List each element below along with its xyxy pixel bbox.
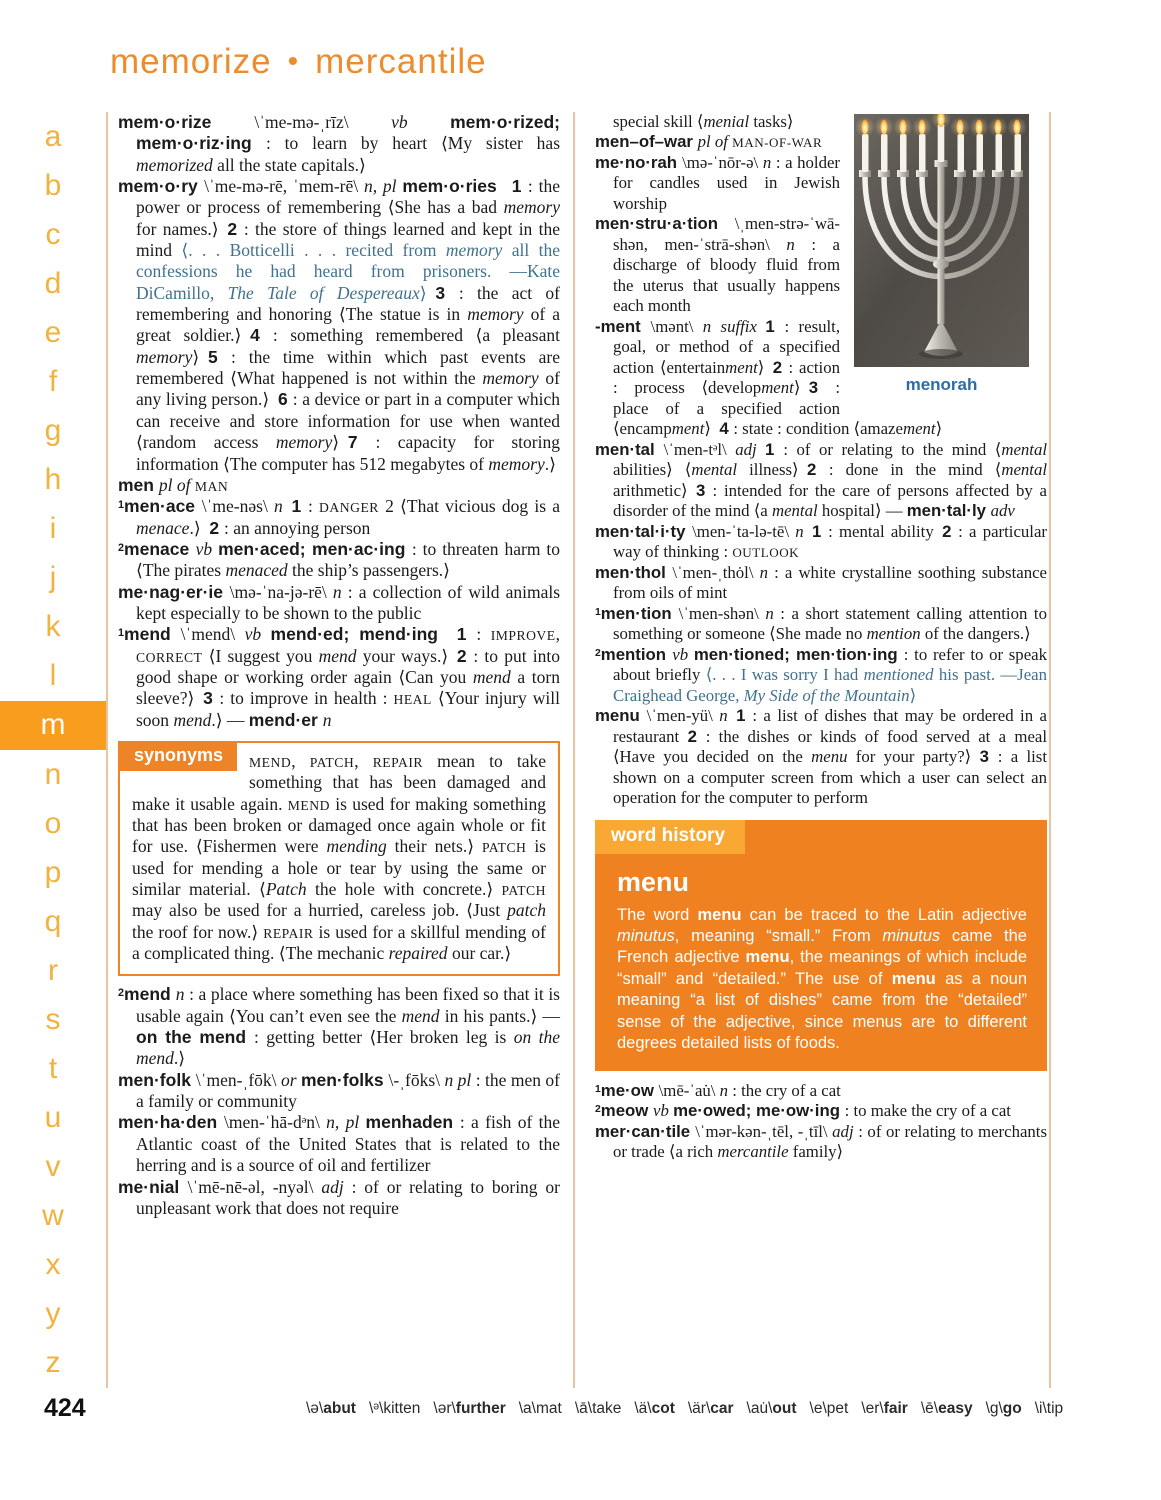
word-history-text: The word menu can be traced to the Latin adjective minutus, meaning “small.” From minutus came the French adjective menu, the meanings of which include “small” and “detailed.” The use of menu as a noun meaning “a list of dishes” came from the “detailed” sense of the adjective, since menus are to different degrees detailed lists of foods. (617, 905, 1028, 1053)
alphabet-tab-x: x (45, 1248, 61, 1282)
right-margin-rule (1049, 112, 1051, 1388)
dictionary-entry: $^1$men·tion \ˈmen-shən\ n : a short statement calling attention to something or someone ⟨She made no mention of the dangers.⟩ (595, 603, 1047, 644)
dictionary-entry: mer·can·tile \ˈmər-kən-ˌtēl, -ˌtīl\ adj : of or relating to merchants or trade ⟨a rich mercantile family⟩ (595, 1121, 1047, 1162)
pron-key-item: \er\fair (861, 1400, 908, 1417)
dictionary-entry: $^2$mend n : a place where something has been fixed so that it is usable again ⟨You can’t even see the mend in his pants.⟩ — on the mend : getting better ⟨Her broken leg is on the mend.⟩ (118, 984, 560, 1069)
alphabet-tab-d: d (44, 266, 62, 300)
right-column (595, 112, 1047, 1163)
dictionary-entry: special skill ⟨menial tasks⟩ (613, 112, 794, 131)
pron-key-item: \ər\further (433, 1400, 506, 1417)
page-number: 424 (44, 1394, 86, 1422)
word-history-label: word history (595, 820, 745, 853)
pron-key-item: \ᵊ\kitten (368, 1400, 421, 1417)
alphabet-tab-z: z (45, 1346, 61, 1380)
alphabet-tab-m: m (0, 701, 106, 750)
alphabet-tab-g: g (44, 414, 62, 447)
dictionary-entry: $^2$mention vb men·tioned; men·tion·ing : to refer to or speak about briefly ⟨. . . I was sorry I had mentioned his past. —Jean Craighead George, My Side of the Mountain⟩ (595, 644, 1048, 705)
figure-caption: menorah (905, 375, 978, 394)
left-column (118, 112, 560, 1219)
pronunciation-key (306, 1400, 1076, 1418)
alphabet-tab-e: e (44, 315, 62, 349)
menorah-image (854, 114, 1029, 367)
dictionary-entry: $^1$me·ow \mē-ˈau̇\ n : the cry of a cat (595, 1080, 841, 1100)
word-history-box (595, 820, 1047, 1070)
dictionary-entry: me·no·rah \mə-ˈnōr-ə\ n : a holder for candles used in Jewish worship (595, 152, 840, 213)
dictionary-entry: mem·o·ry \ˈme-mə-rē, ˈmem-rē\ n, pl mem·o·ries 1 : the power or process of remembering ⟨She has a bad memory for names.⟩ 2 : the store of things learned and kept in the mind ⟨. . . Botticelli . . . recited from memory all the confessions he had heard from prisoners. —Kate DiCamillo, The Tale of Despereaux⟩ 3 : the act of remembering and honoring ⟨The statue is in memory of a great soldier.⟩ 4 : something remembered ⟨a pleasant memory⟩ 5 : the time within which past events are remembered ⟨What happened is not within the memory of any living person.⟩ 6 : a device or part in a computer which can receive and store information for use when wanted ⟨random access memory⟩ 7 : capacity for storing information ⟨The computer has 512 megabytes of memory.⟩ (118, 176, 561, 474)
page-footer (0, 1394, 1161, 1434)
alphabet-tab-o: o (44, 806, 62, 840)
synonyms-box (118, 741, 560, 976)
dictionary-entry: menu \ˈmen-yü\ n 1 : a list of dishes that may be ordered in a restaurant 2 : the dishes or kinds of food served at a meal ⟨Have you decided on the menu for your party?⟩ 3 : a list shown on a computer screen from which a user can select an operation for the computer to perform (595, 706, 1048, 807)
dictionary-entry: men·thol \ˈmen-ˌthȯl\ n : a white crystalline soothing substance from oils of mint (595, 562, 1047, 603)
alphabet-tab-y: y (45, 1297, 61, 1331)
pron-key-item: \är\car (687, 1400, 734, 1417)
alphabet-tab-k: k (45, 610, 61, 644)
alphabet-tab-h: h (44, 463, 62, 497)
pron-key-item: \ə\abut (306, 1400, 356, 1417)
dictionary-entry: men·tal \ˈmen-tᵊl\ adj 1 : of or relating to the mind ⟨mental abilities⟩ ⟨mental illness⟩ 2 : done in the mind ⟨mental arithmetic⟩ 3 : intended for the care of persons affected by a disorder of the mind ⟨a mental hospital⟩ — men·tal·ly adv (595, 439, 1048, 521)
pron-key-item: \ē\easy (920, 1400, 973, 1417)
pron-key-item: \ä\cot (634, 1400, 675, 1417)
dictionary-entry: mem·o·rize \ˈme-mə-ˌrīz\ vb mem·o·rized; mem·o·riz·ing : to learn by heart ⟨My sister has memorized all the state capitals.⟩ (118, 112, 561, 175)
alphabet-tab-v: v (45, 1150, 61, 1184)
pron-key-item: \g\go (985, 1400, 1022, 1417)
synonyms-text: MEND, PATCH, REPAIR mean to take something that has been damaged and make it usable again. MEND is used for making something that has been broken or damaged once again whole or fit for use. ⟨Fishermen were mending their nets.⟩ PATCH is used for mending a hole or tear by using the same or similar material. ⟨Patch the hole with concrete.⟩ PATCH may also be used for a hurried, careless job. ⟨Just patch the roof for now.⟩ REPAIR is used for a skillful mending of a complicated thing. ⟨The mechanic repaired our car.⟩ (132, 750, 547, 964)
menorah-photo (854, 114, 1029, 396)
alphabet-tab-q: q (44, 904, 62, 938)
alphabet-tab-j: j (49, 561, 57, 595)
pron-key-item: \e\pet (809, 1400, 849, 1417)
alphabet-tab-l: l (49, 659, 57, 693)
alphabet-tab-n: n (44, 757, 62, 791)
alphabet-tab-p: p (44, 855, 62, 889)
dictionary-entry: me·nial \ˈmē-nē-əl, -nyəl\ adj : of or relating to boring or unpleasant work that does not require (118, 1176, 560, 1218)
dictionary-entry: -ment \mənt\ n suffix 1 : result, goal, or method of a specified action ⟨entertainment⟩ 2 : action : process ⟨development⟩ 3 : place of a specified action ⟨encampment⟩ 4 : state : condition ⟨amazement⟩ (595, 316, 943, 439)
pron-key-item: \a\mat (518, 1400, 562, 1417)
dictionary-entry: men·ha·den \men-ˈhā-dᵊn\ n, pl menhaden : a fish of the Atlantic coast of the United States that is related to the herring and is a source of oil and fertilizer (118, 1112, 560, 1176)
dictionary-entry: men–of–war pl of MAN-OF-WAR (595, 132, 823, 152)
alphabet-tab-f: f (48, 364, 58, 398)
alphabet-tab-t: t (48, 1052, 58, 1086)
dictionary-entry: men·tal·i·ty \men-ˈta-lə-tē\ n 1 : mental ability 2 : a particular way of thinking : OUTLOOK (595, 521, 1047, 562)
dictionary-entry: $^1$men·ace \ˈme-nəs\ n 1 : DANGER 2 ⟨That vicious dog is a menace.⟩ 2 : an annoying person (118, 496, 560, 538)
running-head-first-word: memorize (110, 42, 272, 81)
pron-key-item: \ā\take (574, 1400, 622, 1417)
dictionary-entry: me·nag·er·ie \mə-ˈna-jə-rē\ n : a collection of wild animals kept especially to be shown to the public (118, 581, 561, 623)
running-head-bullet-icon: • (287, 45, 300, 78)
alphabet-tab-b: b (44, 168, 62, 202)
dictionary-entry: men·folk \ˈmen-ˌfōk\ or men·folks \-ˌfōks\ n pl : the men of a family or community (118, 1069, 560, 1112)
dictionary-entry: men pl of MAN (118, 474, 229, 495)
dictionary-entry: $^1$mend \ˈmend\ vb mend·ed; mend·ing 1 : IMPROVE, CORRECT ⟨I suggest you mend your ways.⟩ 2 : to put into good shape or working order again ⟨Can you mend a torn sleeve?⟩ 3 : to improve in health : HEAL ⟨Your injury will soon mend.⟩ — mend·er n (118, 624, 560, 730)
alphabet-tab-u: u (44, 1101, 62, 1135)
dictionary-entry: $^2$menace vb men·aced; men·ac·ing : to threaten harm to ⟨The pirates menaced the ship’s passengers.⟩ (118, 538, 560, 581)
running-head-last-word: mercantile (315, 42, 487, 81)
alphabet-tab-s: s (45, 1002, 61, 1036)
word-history-title: menu (617, 866, 690, 897)
alphabet-tab-w: w (42, 1199, 64, 1233)
synonyms-label: synonyms (120, 743, 237, 771)
pron-key-item: \au̇\out (746, 1400, 797, 1417)
dictionary-entry: men·stru·a·tion \ˌmen-strə-ˈwā-shən, men-ˈstrā-shən\ n : a discharge of bloody fluid from the uterus that usually happens each month (595, 214, 840, 316)
running-head (110, 42, 487, 82)
column-divider-rule (573, 112, 575, 1388)
dictionary-entry: $^2$meow vb me·owed; me·ow·ing : to make the cry of a cat (595, 1101, 1011, 1121)
alphabet-thumb-rail (0, 112, 108, 1388)
alphabet-tab-i: i (49, 512, 57, 546)
alphabet-tab-a: a (44, 119, 62, 153)
alphabet-tab-r: r (48, 953, 58, 987)
pron-key-item: \i\tip (1034, 1400, 1064, 1417)
alphabet-tab-c: c (45, 217, 61, 251)
